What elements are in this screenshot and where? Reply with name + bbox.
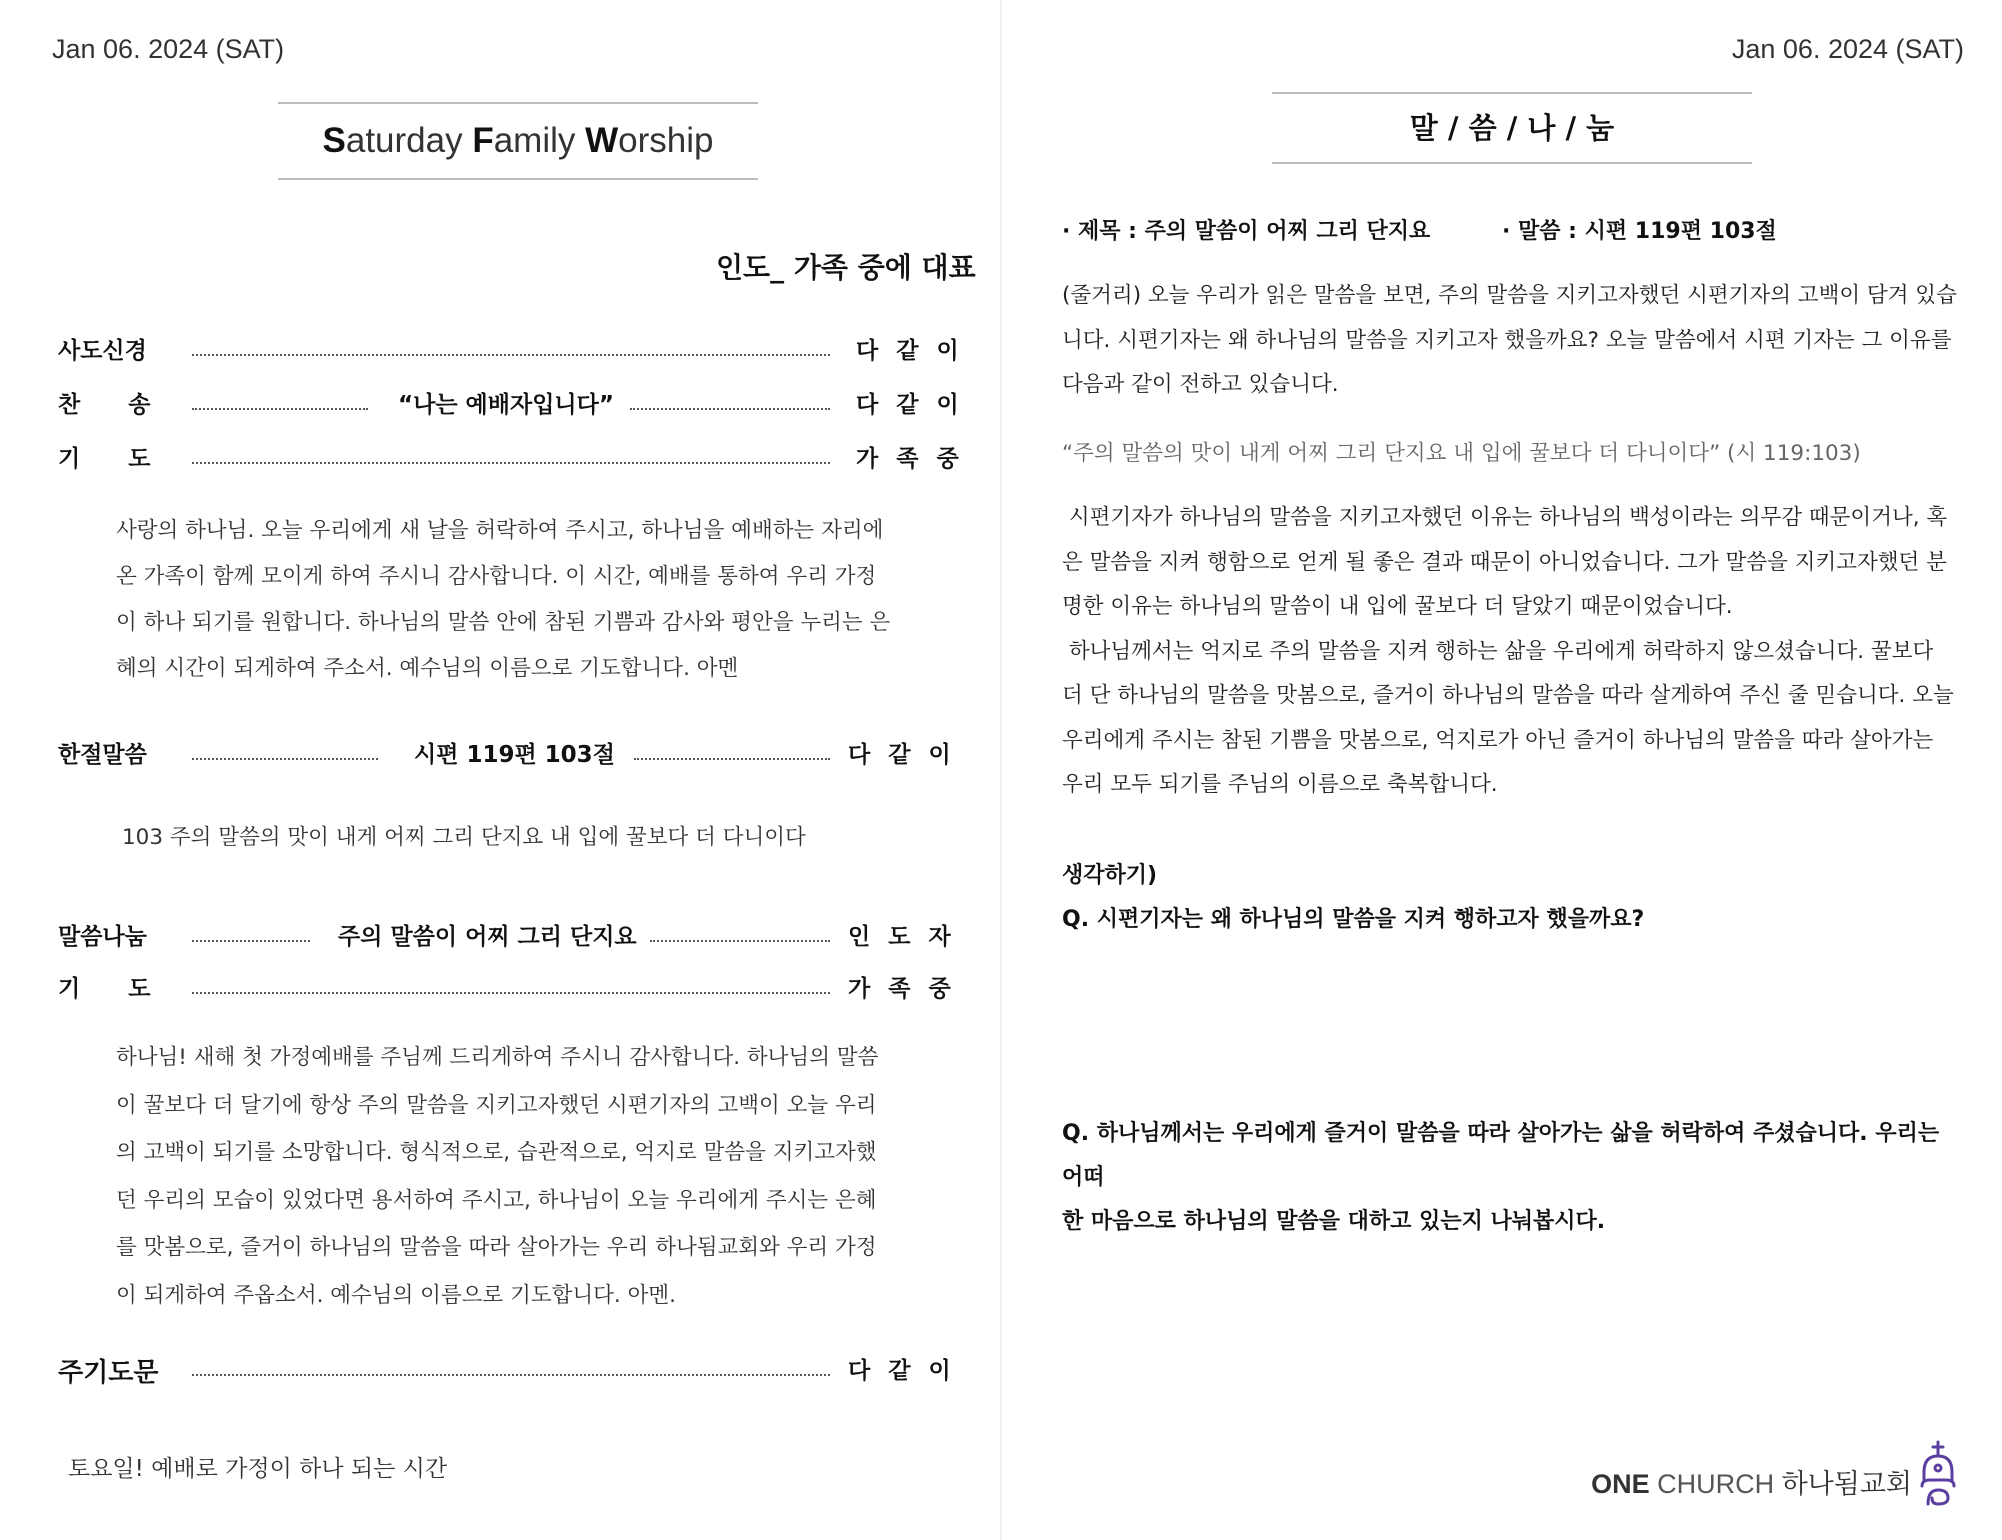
order-row-hymn <box>58 386 964 422</box>
think-heading: 생각하기) <box>1062 863 1158 888</box>
leader-info: 인도_ 가족 중에 대표 <box>716 251 976 284</box>
verse-text: 103 주의 말씀의 맛이 내게 어찌 그리 단지요 내 입에 꿀보다 더 다니이다 <box>122 825 806 850</box>
right-date: Jan 06. 2024 (SAT) <box>1731 34 1964 64</box>
order-participant: 다 같 이 <box>856 338 964 364</box>
verse-reference: 시편 119편 103절 <box>414 742 615 768</box>
church-brand: ONE CHURCH 하나됨교회 <box>1591 1469 1912 1499</box>
leader-dots <box>192 992 830 994</box>
left-date: Jan 06. 2024 (SAT) <box>52 34 285 64</box>
order-label: 찬 송 <box>58 392 151 418</box>
order-participant: 가 족 중 <box>848 976 956 1002</box>
leader-dots <box>650 940 830 942</box>
hymn-title: “나는 예배자입니다” <box>398 392 614 418</box>
order-label: 한절말씀 <box>58 742 147 768</box>
leader-dots <box>192 462 830 464</box>
leader-dots <box>192 354 830 356</box>
leader-dots <box>192 1374 830 1376</box>
right-page <box>1002 0 2002 1540</box>
order-participant: 인 도 자 <box>848 924 956 950</box>
order-label: 기 도 <box>58 976 151 1002</box>
order-row-sharing <box>58 918 956 954</box>
order-row-prayer-closing <box>58 970 956 1006</box>
church-logo-icon <box>1914 1440 1962 1510</box>
order-label: 사도신경 <box>58 338 147 364</box>
question-1: Q. 시편기자는 왜 하나님의 말씀을 지켜 행하고자 했을까요? <box>1062 907 1645 932</box>
leader-dots <box>192 408 368 410</box>
order-participant: 다 같 이 <box>848 742 956 768</box>
left-page <box>0 0 1000 1540</box>
order-label: 말씀나눔 <box>58 924 147 950</box>
question-2: Q. 하나님께서는 우리에게 즐거이 말씀을 따라 살아가는 삶을 허락하여 주셨습니다. 우리는 어떠 한 마음으로 하나님의 말씀을 대하고 있는지 나눠봅시다. <box>1062 1121 1940 1234</box>
leader-dots <box>192 940 310 942</box>
order-label: 기 도 <box>58 446 151 472</box>
order-participant: 다 같 이 <box>856 392 964 418</box>
summary-text: (줄거리) 오늘 우리가 읽은 말씀을 보면, 주의 말씀을 지키고자했던 시편기자의 고백이 담겨 있습 니다. 시편기자는 왜 하나님의 말씀을 지키고자 했을까요? 오늘 말씀에서 시편 기자는 그 이유를 다음과 같이 전하고 있습니다. <box>1062 283 1957 397</box>
scripture-quote: “주의 말씀의 맛이 내게 어찌 그리 단지요 내 입에 꿀보다 더 다니이다” (시 119:103) <box>1062 441 1861 466</box>
worship-title: Saturday Family Worship <box>278 102 758 180</box>
order-row-verse <box>58 736 956 772</box>
opening-prayer-text: 사랑의 하나님. 오늘 우리에게 새 날을 허락하여 주시고, 하나님을 예배하는 자리에 온 가족이 함께 모이게 하여 주시니 감사합니다. 이 시간, 예배를 통하여 우리 가정 이 하나 되기를 원합니다. 하나님의 말씀 안에 참된 기쁨과 감사와 평안을 누리는 은 혜의 시간이 되게하여 주소서. 예수님의 이름으로 기도합니다. 아멘 <box>116 518 891 681</box>
order-row-creed <box>58 332 964 368</box>
order-participant: 가 족 중 <box>856 446 964 472</box>
leader-dots <box>630 408 830 410</box>
order-label: 주기도문 <box>58 1358 159 1388</box>
sermon-scripture: · 말씀 : 시편 119편 103절 <box>1502 219 1777 244</box>
sharing-title: 말 / 씀 / 나 / 눔 <box>1272 92 1752 164</box>
sermon-topic: · 제목 : 주의 말씀이 어찌 그리 단지요 <box>1062 219 1431 244</box>
leader-dots <box>192 758 378 760</box>
footer-slogan: 토요일! 예배로 가정이 하나 되는 시간 <box>68 1456 448 1482</box>
closing-prayer-text: 하나님! 새해 첫 가정예배를 주님께 드리게하여 주시니 감사합니다. 하나님의 말씀 이 꿀보다 더 달기에 항상 주의 말씀을 지키고자했던 시편기자의 고백이 오늘 우리 의 고백이 되기를 소망합니다. 형식적으로, 습관적으로, 억지로 말씀을 지키고자했 던 우리의 모습이 있었다면 용서하여 주시고, 하나님이 오늘 우리에게 주시는 은혜 를 맛봄으로, 즐거이 하나님의 말씀을 따라 살아가는 우리 하나됨교회와 우리 가정 이 되게하여 주옵소서. 예수님의 이름으로 기도합니다. 아멘. <box>116 1045 879 1308</box>
order-participant: 다 같 이 <box>848 1358 956 1384</box>
order-row-lords-prayer <box>58 1352 956 1388</box>
leader-dots <box>634 758 830 760</box>
sermon-title: 주의 말씀이 어찌 그리 단지요 <box>338 924 637 950</box>
reflection-text: 시편기자가 하나님의 말씀을 지키고자했던 이유는 하나님의 백성이라는 의무감 때문이거나, 혹 은 말씀을 지켜 행함으로 얻게 될 좋은 결과 때문이 아니었습니다. 그가 말씀을 지키고자했던 분 명한 이유는 하나님의 말씀이 내 입에 꿀보다 더 달았기 때문이었습니다. 하나님께서는 억지로 주의 말씀을 지켜 행하는 삶을 우리에게 허락하지 않으셨습니다. 꿀보다 더 단 하나님의 말씀을 맛봄으로, 즐거이 하나님의 말씀을 따라 살게하여 주신 줄 믿습니다. 오늘 우리에게 주시는 참된 기쁨을 맛봄으로, 억지로가 아닌 즐거이 하나님의 말씀을 따라 살아가는 우리 모두 되기를 주님의 이름으로 축복합니다. <box>1062 505 1954 797</box>
order-row-prayer <box>58 440 964 476</box>
